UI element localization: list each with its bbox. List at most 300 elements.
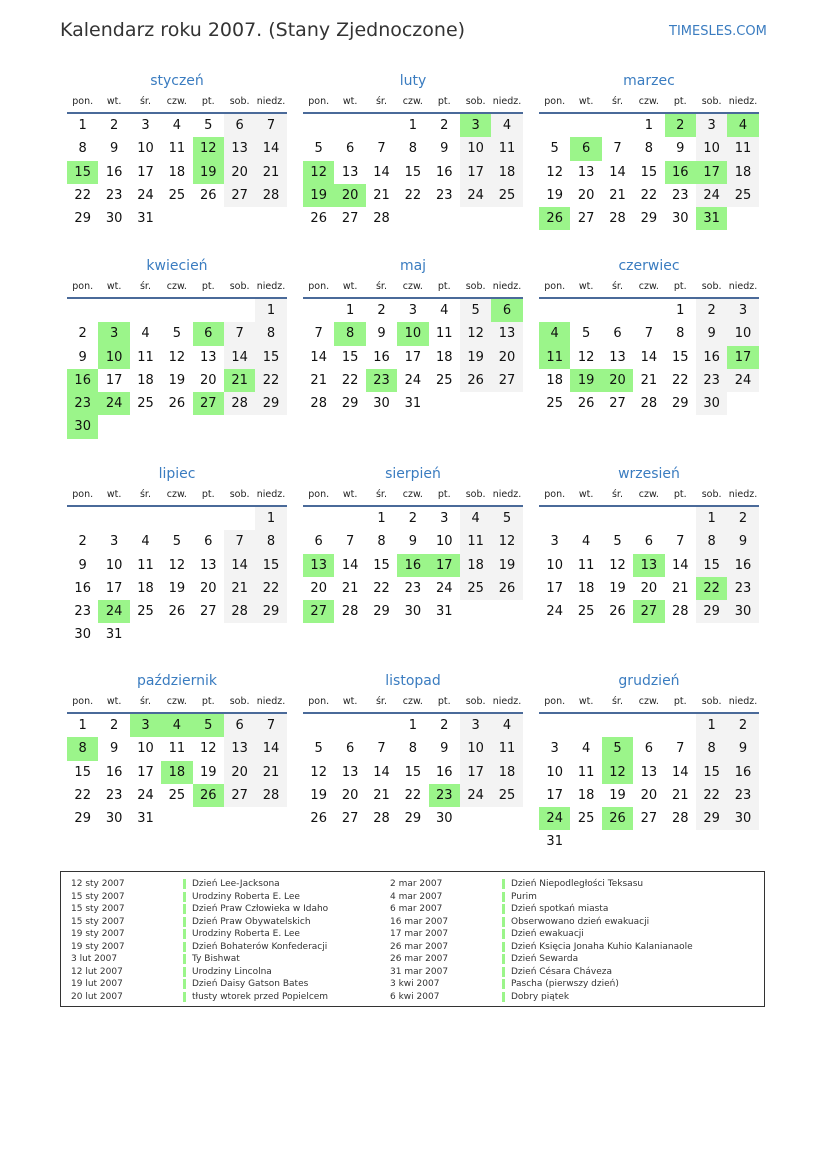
weekday-label: pon. bbox=[544, 281, 566, 292]
day-cell: 1 bbox=[408, 718, 417, 733]
month-name: sierpień bbox=[385, 466, 441, 482]
holiday-date: 12 sty 2007 bbox=[71, 879, 125, 890]
day-cell: 11 bbox=[168, 141, 186, 157]
holiday-day-cell: 3 bbox=[130, 714, 161, 737]
day-cell: 24 bbox=[137, 787, 154, 803]
day-cell: 16 bbox=[696, 346, 727, 369]
empty-cell bbox=[602, 299, 633, 322]
weekday-label: niedz. bbox=[728, 96, 758, 107]
day-cell: 14 bbox=[373, 764, 390, 780]
day-cell: 10 bbox=[696, 137, 727, 160]
weekday-label: pt. bbox=[437, 696, 451, 707]
holiday-date: 3 kwi 2007 bbox=[390, 979, 440, 990]
day-cell: 4 bbox=[491, 714, 522, 737]
empty-cell bbox=[98, 507, 129, 530]
weekday-label: sob. bbox=[229, 96, 250, 107]
holiday-day-cell: 26 bbox=[539, 207, 570, 230]
day-cell: 1 bbox=[696, 714, 727, 737]
day-cell: 20 bbox=[224, 761, 255, 784]
day-cell: 31 bbox=[546, 834, 563, 850]
day-cell: 25 bbox=[137, 604, 154, 620]
day-grid bbox=[303, 714, 523, 830]
day-cell: 1 bbox=[377, 511, 386, 526]
month-calendar bbox=[303, 255, 523, 415]
day-cell: 11 bbox=[577, 557, 595, 573]
day-cell: 24 bbox=[404, 372, 422, 388]
day-cell: 24 bbox=[137, 187, 154, 203]
day-cell: 8 bbox=[78, 141, 87, 157]
weekday-label: niedz. bbox=[728, 281, 758, 292]
day-cell: 14 bbox=[255, 137, 286, 160]
holiday-day-cell: 16 bbox=[665, 161, 696, 184]
holiday-day-cell: 17 bbox=[696, 161, 727, 184]
day-cell: 28 bbox=[255, 184, 286, 207]
legend-row bbox=[390, 978, 693, 991]
day-cell: 15 bbox=[255, 346, 286, 369]
day-cell: 29 bbox=[255, 392, 286, 415]
empty-cell bbox=[130, 507, 161, 530]
holiday-day-cell: 17 bbox=[429, 554, 460, 577]
day-cell: 31 bbox=[105, 627, 123, 643]
month-calendar bbox=[539, 463, 759, 623]
day-cell: 21 bbox=[255, 161, 286, 184]
weekday-label: niedz. bbox=[728, 696, 758, 707]
day-cell: 7 bbox=[676, 741, 685, 757]
day-cell: 19 bbox=[546, 187, 563, 203]
day-cell: 21 bbox=[640, 372, 658, 388]
day-cell: 2 bbox=[440, 718, 449, 733]
day-cell: 22 bbox=[74, 187, 91, 203]
holiday-marker-icon bbox=[183, 892, 186, 902]
day-cell: 30 bbox=[105, 811, 123, 827]
weekday-label: pt. bbox=[673, 281, 687, 292]
day-cell: 31 bbox=[435, 604, 453, 620]
weekday-label: wt. bbox=[578, 96, 594, 107]
day-cell: 23 bbox=[727, 577, 758, 600]
day-cell: 11 bbox=[491, 737, 522, 760]
day-cell: 10 bbox=[546, 557, 563, 573]
day-cell: 14 bbox=[224, 346, 255, 369]
weekday-label: sob. bbox=[465, 489, 486, 500]
legend-row bbox=[71, 991, 328, 1004]
day-cell: 5 bbox=[550, 141, 559, 157]
weekday-label: śr. bbox=[611, 96, 623, 107]
weekday-label: śr. bbox=[611, 696, 623, 707]
empty-cell bbox=[633, 299, 664, 322]
holiday-day-cell: 10 bbox=[397, 322, 428, 345]
weekday-label: sob. bbox=[229, 696, 250, 707]
day-cell: 2 bbox=[109, 718, 119, 733]
day-cell: 2 bbox=[727, 507, 758, 530]
holiday-day-cell: 8 bbox=[334, 322, 365, 345]
day-cell: 5 bbox=[613, 534, 622, 550]
day-cell: 14 bbox=[255, 737, 286, 760]
weekday-label: czw. bbox=[166, 696, 187, 707]
weekday-label: śr. bbox=[139, 96, 151, 107]
day-cell: 5 bbox=[204, 118, 213, 133]
legend-row bbox=[390, 966, 693, 979]
day-cell: 29 bbox=[373, 604, 390, 620]
day-cell: 2 bbox=[727, 714, 758, 737]
day-cell: 25 bbox=[546, 396, 563, 412]
day-cell: 30 bbox=[696, 392, 727, 415]
empty-cell bbox=[303, 714, 334, 737]
day-cell: 28 bbox=[224, 392, 255, 415]
holiday-day-cell: 16 bbox=[397, 554, 428, 577]
day-cell: 28 bbox=[373, 811, 390, 827]
holiday-day-cell: 23 bbox=[366, 369, 397, 392]
weekday-header bbox=[539, 692, 759, 714]
weekday-label: pt. bbox=[437, 96, 451, 107]
holiday-day-cell: 19 bbox=[570, 369, 601, 392]
day-cell: 15 bbox=[404, 164, 422, 180]
day-cell: 18 bbox=[546, 372, 563, 388]
day-cell: 4 bbox=[172, 118, 181, 133]
day-cell: 29 bbox=[640, 211, 658, 227]
empty-cell bbox=[665, 507, 696, 530]
holiday-day-cell: 6 bbox=[570, 137, 601, 160]
day-cell: 2 bbox=[377, 303, 386, 318]
day-cell: 14 bbox=[671, 557, 689, 573]
day-cell: 19 bbox=[609, 580, 626, 596]
month-calendar bbox=[303, 463, 523, 623]
day-cell: 24 bbox=[435, 580, 453, 596]
day-cell: 17 bbox=[137, 764, 154, 780]
day-cell: 9 bbox=[440, 141, 449, 157]
month-name: styczeń bbox=[150, 73, 204, 89]
brand-logo-link[interactable]: TIMESLES.COM bbox=[669, 24, 767, 39]
holiday-name: Urodziny Roberta E. Lee bbox=[192, 891, 300, 902]
day-cell: 29 bbox=[74, 811, 91, 827]
day-cell: 3 bbox=[550, 534, 559, 550]
weekday-label: czw. bbox=[166, 96, 187, 107]
holiday-marker-icon bbox=[502, 929, 505, 939]
weekday-label: wt. bbox=[106, 96, 122, 107]
empty-cell bbox=[539, 714, 570, 737]
day-cell: 9 bbox=[377, 326, 386, 342]
weekday-label: pon. bbox=[544, 96, 566, 107]
holiday-day-cell: 2 bbox=[665, 114, 696, 137]
day-cell: 4 bbox=[581, 534, 591, 550]
day-cell: 18 bbox=[491, 161, 522, 184]
day-cell: 9 bbox=[78, 557, 87, 573]
day-cell: 21 bbox=[373, 787, 390, 803]
day-cell: 22 bbox=[404, 187, 422, 203]
legend-row bbox=[71, 953, 328, 966]
day-cell: 22 bbox=[255, 369, 286, 392]
day-cell: 9 bbox=[696, 322, 727, 345]
day-cell: 24 bbox=[546, 604, 563, 620]
holiday-day-cell: 15 bbox=[67, 161, 98, 184]
empty-cell bbox=[334, 114, 365, 137]
day-cell: 7 bbox=[676, 534, 685, 550]
empty-cell bbox=[67, 507, 98, 530]
day-cell: 11 bbox=[137, 557, 154, 573]
day-grid bbox=[67, 114, 287, 230]
day-cell: 17 bbox=[546, 580, 563, 596]
day-cell: 22 bbox=[74, 787, 91, 803]
holiday-marker-icon bbox=[502, 979, 505, 989]
day-cell: 8 bbox=[696, 737, 727, 760]
empty-cell bbox=[539, 114, 570, 137]
day-cell: 29 bbox=[404, 811, 422, 827]
holiday-marker-icon bbox=[183, 942, 186, 952]
day-cell: 18 bbox=[491, 761, 522, 784]
weekday-label: wt. bbox=[106, 281, 122, 292]
holiday-date: 19 sty 2007 bbox=[71, 941, 125, 952]
weekday-label: śr. bbox=[139, 696, 151, 707]
day-cell: 28 bbox=[310, 396, 327, 412]
holiday-marker-icon bbox=[502, 917, 505, 927]
day-cell: 15 bbox=[696, 761, 727, 784]
holiday-day-cell: 26 bbox=[602, 807, 633, 830]
day-cell: 29 bbox=[74, 211, 91, 227]
day-cell: 28 bbox=[640, 396, 658, 412]
holiday-marker-icon bbox=[502, 892, 505, 902]
day-cell: 10 bbox=[460, 137, 491, 160]
weekday-label: czw. bbox=[638, 96, 659, 107]
holiday-day-cell: 4 bbox=[161, 714, 192, 737]
day-cell: 8 bbox=[408, 741, 417, 757]
day-cell: 12 bbox=[609, 557, 626, 573]
holiday-day-cell: 8 bbox=[67, 737, 98, 760]
holiday-date: 12 lut 2007 bbox=[71, 966, 123, 977]
day-cell: 17 bbox=[137, 164, 154, 180]
month-name: czerwiec bbox=[618, 258, 680, 274]
day-cell: 15 bbox=[255, 554, 286, 577]
day-cell: 5 bbox=[314, 741, 323, 757]
legend-row bbox=[390, 941, 693, 954]
day-cell: 17 bbox=[460, 761, 491, 784]
day-cell: 3 bbox=[696, 114, 727, 137]
day-cell: 21 bbox=[609, 187, 626, 203]
legend-row bbox=[71, 966, 328, 979]
day-cell: 30 bbox=[373, 396, 390, 412]
day-cell: 10 bbox=[435, 534, 453, 550]
empty-cell bbox=[224, 299, 255, 322]
month-calendar bbox=[303, 670, 523, 830]
day-cell: 3 bbox=[727, 299, 758, 322]
legend-row bbox=[390, 878, 693, 891]
holiday-date: 20 lut 2007 bbox=[71, 991, 123, 1002]
day-cell: 23 bbox=[105, 187, 123, 203]
holiday-marker-icon bbox=[183, 954, 186, 964]
day-cell: 19 bbox=[460, 346, 491, 369]
month-name: wrzesień bbox=[618, 466, 680, 482]
legend-row bbox=[390, 953, 693, 966]
day-cell: 2 bbox=[408, 511, 417, 526]
holiday-day-cell: 3 bbox=[460, 114, 491, 137]
day-cell: 7 bbox=[644, 326, 653, 342]
empty-cell bbox=[570, 114, 601, 137]
weekday-label: pt. bbox=[437, 281, 451, 292]
weekday-label: wt. bbox=[342, 96, 358, 107]
day-cell: 25 bbox=[460, 577, 491, 600]
day-cell: 7 bbox=[314, 326, 323, 342]
holiday-day-cell: 3 bbox=[98, 322, 129, 345]
day-cell: 27 bbox=[224, 784, 255, 807]
month-calendar bbox=[67, 463, 287, 647]
day-cell: 16 bbox=[727, 554, 758, 577]
holiday-day-cell: 27 bbox=[303, 600, 334, 623]
day-cell: 26 bbox=[577, 396, 595, 412]
empty-cell bbox=[193, 299, 224, 322]
day-cell: 18 bbox=[435, 349, 453, 365]
legend-row bbox=[71, 941, 328, 954]
day-cell: 22 bbox=[373, 580, 390, 596]
weekday-label: czw. bbox=[402, 696, 423, 707]
empty-cell bbox=[193, 507, 224, 530]
weekday-label: niedz. bbox=[492, 489, 522, 500]
empty-cell bbox=[303, 299, 334, 322]
day-cell: 19 bbox=[199, 764, 217, 780]
day-cell: 29 bbox=[696, 600, 727, 623]
day-cell: 6 bbox=[314, 534, 323, 550]
day-cell: 23 bbox=[696, 369, 727, 392]
holiday-day-cell: 5 bbox=[193, 714, 224, 737]
day-cell: 18 bbox=[137, 372, 154, 388]
legend-row bbox=[71, 878, 328, 891]
holiday-date: 2 mar 2007 bbox=[390, 879, 443, 890]
holiday-marker-icon bbox=[183, 979, 186, 989]
day-cell: 12 bbox=[168, 557, 186, 573]
day-grid bbox=[303, 507, 523, 623]
weekday-label: czw. bbox=[638, 696, 659, 707]
day-cell: 24 bbox=[460, 784, 491, 807]
day-cell: 16 bbox=[435, 764, 453, 780]
day-cell: 17 bbox=[404, 349, 422, 365]
day-cell: 26 bbox=[168, 604, 186, 620]
holiday-date: 26 mar 2007 bbox=[390, 954, 449, 965]
legend-row bbox=[390, 991, 693, 1004]
legend-row bbox=[71, 928, 328, 941]
holiday-marker-icon bbox=[502, 967, 505, 977]
holiday-day-cell: 5 bbox=[602, 737, 633, 760]
holiday-date: 26 mar 2007 bbox=[390, 941, 449, 952]
day-cell: 15 bbox=[640, 164, 658, 180]
weekday-label: pt. bbox=[437, 489, 451, 500]
weekday-label: pon. bbox=[544, 696, 566, 707]
holiday-date: 6 kwi 2007 bbox=[390, 991, 440, 1002]
day-grid bbox=[303, 299, 523, 415]
weekday-label: pt. bbox=[201, 281, 215, 292]
holiday-name: Dzień spotkań miasta bbox=[511, 904, 609, 915]
day-cell: 6 bbox=[644, 741, 653, 757]
weekday-label: wt. bbox=[106, 489, 122, 500]
day-cell: 27 bbox=[341, 811, 359, 827]
holiday-name: Pascha (pierwszy dzień) bbox=[511, 979, 619, 990]
day-cell: 18 bbox=[137, 580, 154, 596]
day-cell: 30 bbox=[435, 811, 453, 827]
day-cell: 18 bbox=[168, 164, 186, 180]
weekday-label: pon. bbox=[544, 489, 566, 500]
day-cell: 9 bbox=[440, 741, 449, 757]
day-cell: 23 bbox=[74, 604, 91, 620]
day-cell: 3 bbox=[460, 714, 491, 737]
holiday-name: Dzień Praw Obywatelskich bbox=[192, 916, 311, 927]
empty-cell bbox=[602, 714, 633, 737]
day-cell: 14 bbox=[373, 164, 390, 180]
empty-cell bbox=[633, 714, 664, 737]
weekday-label: niedz. bbox=[256, 489, 286, 500]
weekday-label: czw. bbox=[166, 281, 187, 292]
weekday-label: pon. bbox=[72, 489, 94, 500]
day-cell: 21 bbox=[310, 372, 327, 388]
holiday-day-cell: 16 bbox=[67, 369, 98, 392]
weekday-label: pt. bbox=[201, 489, 215, 500]
day-cell: 14 bbox=[609, 164, 626, 180]
day-cell: 9 bbox=[109, 741, 119, 757]
day-cell: 7 bbox=[224, 530, 255, 553]
day-grid bbox=[67, 299, 287, 439]
day-cell: 2 bbox=[440, 118, 449, 133]
day-cell: 24 bbox=[727, 369, 758, 392]
holiday-day-cell: 27 bbox=[193, 392, 224, 415]
holiday-day-cell: 13 bbox=[303, 554, 334, 577]
weekday-header bbox=[539, 485, 759, 507]
day-cell: 28 bbox=[671, 604, 689, 620]
day-cell: 23 bbox=[671, 187, 689, 203]
day-cell: 31 bbox=[137, 211, 154, 227]
day-cell: 23 bbox=[105, 787, 123, 803]
day-cell: 12 bbox=[460, 322, 491, 345]
day-cell: 28 bbox=[224, 600, 255, 623]
month-calendar bbox=[303, 70, 523, 230]
weekday-header bbox=[539, 92, 759, 114]
empty-cell bbox=[334, 507, 365, 530]
day-cell: 21 bbox=[671, 787, 689, 803]
day-cell: 13 bbox=[199, 557, 217, 573]
legend-row bbox=[390, 903, 693, 916]
day-cell: 9 bbox=[727, 530, 758, 553]
holiday-name: Urodziny Lincolna bbox=[192, 966, 272, 977]
day-cell: 16 bbox=[727, 761, 758, 784]
day-cell: 17 bbox=[546, 787, 563, 803]
day-cell: 29 bbox=[696, 807, 727, 830]
holiday-date: 16 mar 2007 bbox=[390, 916, 449, 927]
day-cell: 23 bbox=[404, 580, 422, 596]
legend-row bbox=[71, 916, 328, 929]
holiday-name: Ty Bishwat bbox=[192, 954, 240, 965]
weekday-header bbox=[539, 277, 759, 299]
weekday-label: pt. bbox=[673, 489, 687, 500]
empty-cell bbox=[303, 507, 334, 530]
day-cell: 3 bbox=[550, 741, 559, 757]
holiday-name: Purim bbox=[511, 891, 537, 902]
day-cell: 20 bbox=[577, 187, 595, 203]
day-cell: 13 bbox=[491, 322, 522, 345]
holiday-marker-icon bbox=[183, 967, 186, 977]
day-cell: 13 bbox=[224, 737, 255, 760]
day-cell: 28 bbox=[609, 211, 626, 227]
day-cell: 3 bbox=[440, 511, 449, 526]
empty-cell bbox=[539, 507, 570, 530]
weekday-label: wt. bbox=[578, 696, 594, 707]
holiday-name: Dzień Césara Cháveza bbox=[511, 966, 612, 977]
day-cell: 13 bbox=[577, 164, 595, 180]
day-cell: 9 bbox=[78, 349, 87, 365]
day-cell: 25 bbox=[435, 372, 453, 388]
holiday-day-cell: 11 bbox=[539, 346, 570, 369]
holiday-marker-icon bbox=[502, 879, 505, 889]
day-cell: 27 bbox=[609, 396, 626, 412]
month-name: listopad bbox=[385, 673, 441, 689]
holiday-date: 3 lut 2007 bbox=[71, 954, 118, 965]
weekday-header bbox=[303, 485, 523, 507]
day-cell: 21 bbox=[224, 577, 255, 600]
weekday-label: śr. bbox=[139, 489, 151, 500]
holiday-marker-icon bbox=[183, 879, 186, 889]
